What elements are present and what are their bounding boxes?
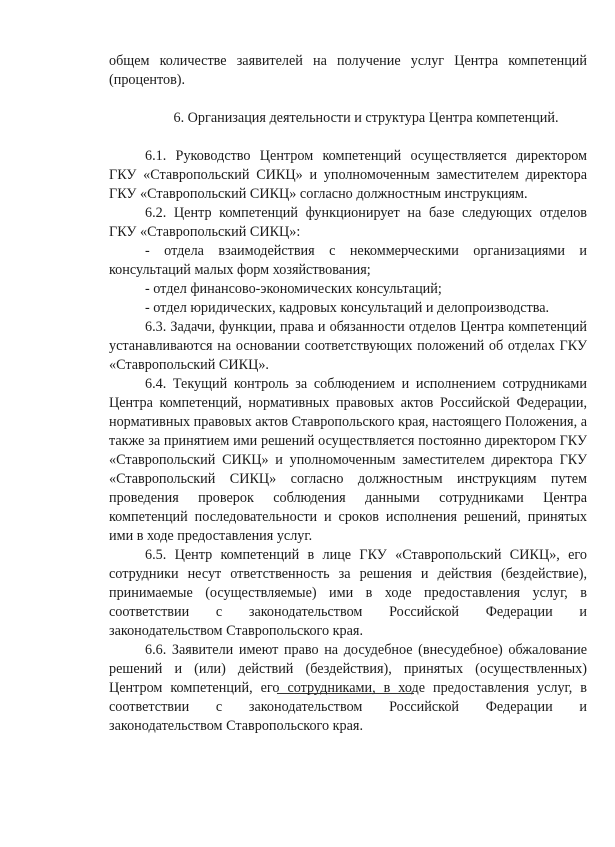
paragraph-6-6: 6.6. Заявители имеют право на досудебное (внесудебное) обжалование решений и (или) действий (бездействия), принятых (осуществленных) Центром компетенций, его сотрудниками, в ходе предоставления услуг, в соответствии с законодательством Российской Федерации и законодательством Ставропольского края. [109, 642, 587, 734]
list-item: - отдела взаимодействия с некоммерческими организациями и консультаций малых форм хозяйствования; [109, 243, 587, 278]
list-item: - отдел юридических, кадровых консультаций и делопроизводства. [145, 300, 550, 316]
continuation-paragraph: общем количестве заявителей на получение услуг Центра компетенций (процентов). [109, 53, 587, 88]
paragraph-6-4: 6.4. Текущий контроль за соблюдением и исполнением сотрудниками Центра компетенций, нормативных правовых актов Российской Федерации, нормативных правовых актов Ставропольского края, настоящего Положения, а также за принятием ими решений осуществляется постоянно директором ГКУ «Ставропольский СИКЦ» и уполномоченным заместителем директора ГКУ «Ставропольский СИКЦ» согласно должностным инструкциям путем проведения проверок соблюдения данными сотрудниками Центра компетенций последовательности и сроков исполнения решений, принятых ими в ходе предоставления услуг. [109, 376, 587, 544]
document-page [109, 52, 587, 736]
paragraph-6-3: 6.3. Задачи, функции, права и обязанности отделов Центра компетенций устанавливаются на основании соответствующих положений об отделах ГКУ «Ставропольский СИКЦ». [109, 319, 587, 373]
paragraph-6-1: 6.1. Руководство Центром компетенций осуществляется директором ГКУ «Ставропольский СИКЦ» и уполномоченным заместителем директора ГКУ «Ставропольский СИКЦ» согласно должностным инструкциям. [109, 148, 587, 202]
list-item: - отдел финансово-экономических консультаций; [145, 281, 442, 297]
end-divider [277, 693, 414, 694]
section-heading: 6. Организация деятельности и структура Центра компетенций. [173, 110, 559, 126]
paragraph-6-2: 6.2. Центр компетенций функционирует на базе следующих отделов ГКУ «Ставропольский СИКЦ»: [109, 205, 587, 240]
paragraph-6-5: 6.5. Центр компетенций в лице ГКУ «Ставропольский СИКЦ», его сотрудники несут ответственность за решения и действия (бездействие), принимаемые (осуществляемые) ими в ходе предоставления услуг, в соответствии с законодательством Российской Федерации и законодательством Ставропольского края. [109, 547, 587, 639]
